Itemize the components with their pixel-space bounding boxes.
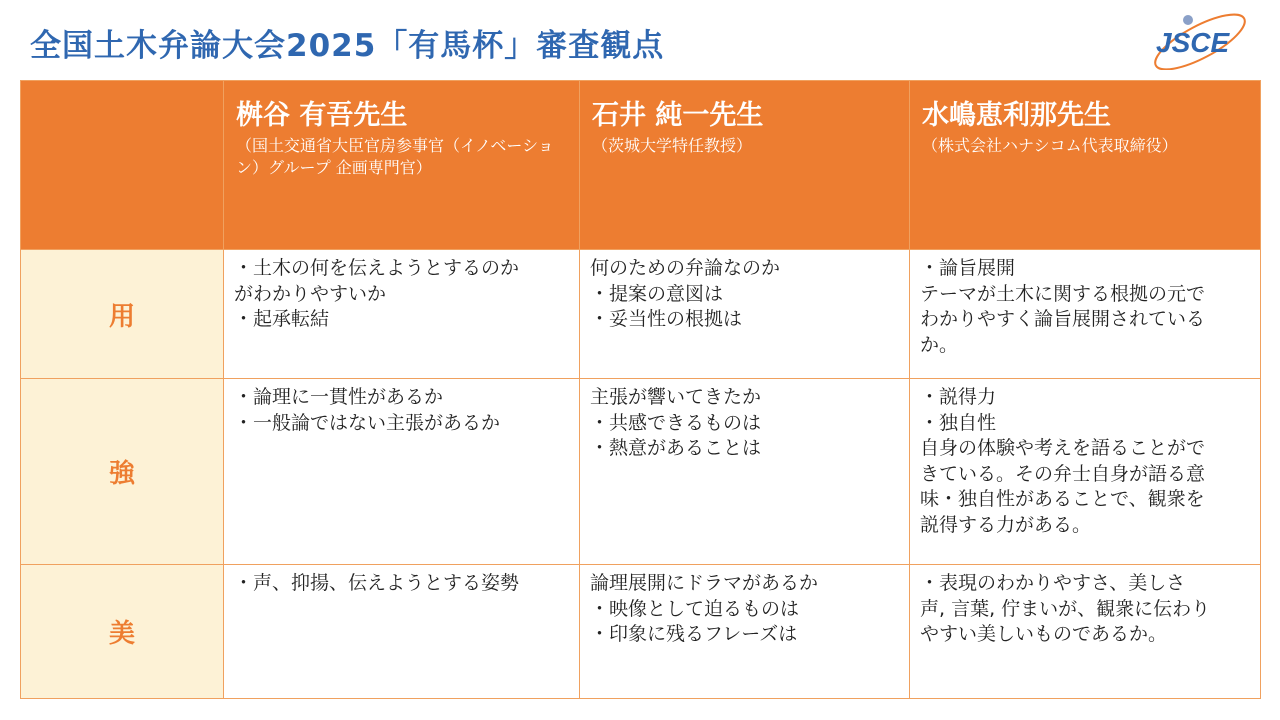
criteria-row-bi <box>21 565 1261 699</box>
criteria-row-you <box>21 250 1261 379</box>
criteria-cell <box>910 379 1261 565</box>
judge-header-1 <box>224 81 580 250</box>
criteria-cell <box>910 250 1261 379</box>
criteria-line: ・説得力 <box>920 386 997 408</box>
judge-name: 桝谷 有吾先生 <box>236 100 408 131</box>
criteria-cell <box>580 565 910 699</box>
criteria-line: ・一般論ではない主張があるか <box>234 411 501 434</box>
criteria-line: 説得する力がある。 <box>920 513 1092 536</box>
criteria-line: 主張が響いてきたか <box>590 386 762 408</box>
criteria-line: ・表現のわかりやすさ、美しさ <box>920 572 1186 594</box>
criteria-line: ・論理に一貫性があるか <box>234 386 444 408</box>
criteria-line: ・印象に残るフレーズは <box>590 623 798 645</box>
criteria-line: か。 <box>920 333 959 356</box>
criteria-line: 論理展開にドラマがあるか <box>590 572 819 594</box>
row-label: 用 <box>21 250 224 379</box>
criteria-line: わかりやすく論旨展開されている <box>920 308 1206 330</box>
criteria-line: 何のための弁論なのか <box>590 257 781 279</box>
criteria-line: ・論旨展開 <box>920 257 1016 279</box>
criteria-line: きている。その弁士自身が語る意 <box>920 462 1206 485</box>
criteria-line: ・熱意があることは <box>590 437 762 459</box>
criteria-line: 自身の体験や考えを語ることがで <box>920 437 1206 459</box>
criteria-line: やすい美しいものであるか。 <box>920 623 1168 645</box>
criteria-cell <box>224 379 580 565</box>
criteria-cell <box>580 250 910 379</box>
criteria-line: 味・独自性があることで、観衆を <box>920 488 1205 510</box>
page-title: 全国土木弁論大会2025「有馬杯」審査観点 <box>30 28 665 64</box>
header-row <box>21 81 1261 250</box>
criteria-line: ・土木の何を伝えようとするのか <box>234 257 520 279</box>
logo-text: JSCE <box>1156 27 1230 58</box>
criteria-cell <box>910 565 1261 699</box>
criteria-line: ・起承転結 <box>234 308 330 330</box>
judge-role: （国土交通省大臣官房参事官（イノベーション）グループ 企画専門官） <box>236 135 554 177</box>
criteria-line: ・独自性 <box>920 411 997 434</box>
row-label: 強 <box>21 379 224 565</box>
judge-header-3 <box>910 81 1261 250</box>
criteria-line: 声, 言葉, 佇まいが、観衆に伝わり <box>920 597 1211 620</box>
criteria-table <box>20 80 1261 699</box>
criteria-line: ・映像として迫るものは <box>590 597 800 620</box>
judge-header-2 <box>580 81 910 250</box>
criteria-line: ・妥当性の根拠は <box>590 308 743 330</box>
criteria-line: がわかりやすいか <box>234 282 387 305</box>
judge-role: （株式会社ハナシコム代表取締役） <box>922 135 1178 155</box>
judge-role: （茨城大学特任教授） <box>592 135 753 155</box>
criteria-cell <box>224 565 580 699</box>
judge-name: 石井 純一先生 <box>592 100 764 131</box>
header-corner <box>21 81 224 250</box>
criteria-line: ・共感できるものは <box>590 411 762 434</box>
jsce-logo <box>1142 8 1252 70</box>
criteria-row-kyou <box>21 379 1261 565</box>
row-label: 美 <box>21 565 224 699</box>
criteria-line: テーマが土木に関する根拠の元で <box>920 282 1206 305</box>
judge-name: 水嶋恵利那先生 <box>922 100 1111 131</box>
criteria-line: ・声、抑揚、伝えようとする姿勢 <box>234 572 520 594</box>
criteria-cell <box>580 379 910 565</box>
criteria-cell <box>224 250 580 379</box>
criteria-line: ・提案の意図は <box>590 282 724 305</box>
